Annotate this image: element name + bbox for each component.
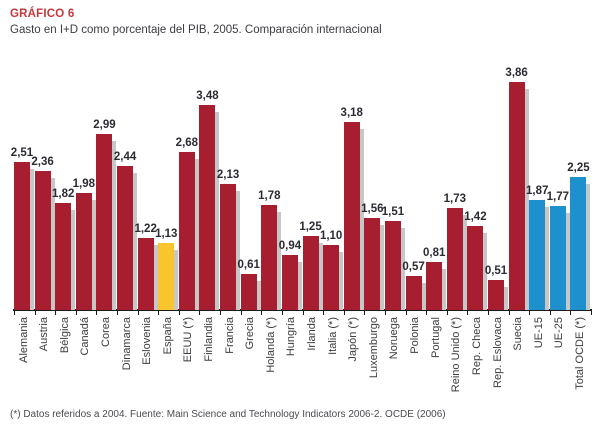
bar xyxy=(406,276,422,310)
axis-tick xyxy=(447,311,448,315)
bar xyxy=(529,200,545,310)
bar-group xyxy=(31,52,56,352)
axis-tick xyxy=(261,311,262,315)
bar-group xyxy=(299,52,324,351)
category-label: Francia xyxy=(223,317,236,354)
bar-value-label: 1,77 xyxy=(546,190,570,203)
bar-group xyxy=(484,52,509,388)
bar xyxy=(138,238,154,310)
bar xyxy=(344,122,360,310)
axis-tick xyxy=(570,311,571,315)
axis-tick xyxy=(426,311,427,315)
bar xyxy=(55,203,71,310)
axis-tick xyxy=(76,311,77,315)
axis-tick xyxy=(591,311,592,315)
axis-tick xyxy=(344,311,345,315)
category-label: Portugal xyxy=(429,317,442,358)
category-label: Luxemburgo xyxy=(367,317,380,379)
bar-group xyxy=(567,52,591,390)
category-label: Austria xyxy=(38,317,51,352)
bar xyxy=(96,134,112,310)
bar-value-label: 1,98 xyxy=(72,177,96,190)
axis-tick xyxy=(158,311,159,315)
axis-tick xyxy=(14,311,15,315)
bar-value-label: 0,94 xyxy=(278,239,302,252)
axis-tick xyxy=(241,311,242,315)
category-label: Grecia xyxy=(244,317,257,350)
bar-value-label: 0,51 xyxy=(484,264,508,277)
bar xyxy=(117,166,133,310)
category-label: EEUU (*) xyxy=(182,317,195,363)
bar-value-label: 1,10 xyxy=(319,229,343,242)
category-label: Eslovenia xyxy=(141,317,154,365)
axis-tick xyxy=(138,311,139,315)
category-label: España xyxy=(161,317,174,355)
bar-value-label: 1,82 xyxy=(52,187,75,200)
category-label: Bélgica xyxy=(58,317,71,354)
bar-group xyxy=(526,52,550,349)
bar-group xyxy=(319,52,344,355)
bar-value-label: 1,25 xyxy=(299,220,322,233)
category-label: Holanda (*) xyxy=(264,317,277,373)
category-label: Finlandia xyxy=(202,317,215,362)
bar-value-label: 2,25 xyxy=(567,161,590,174)
category-label: Rep. Eslovaca xyxy=(491,317,504,388)
bar xyxy=(426,262,442,310)
category-label: Irlanda xyxy=(306,317,319,351)
bar-group xyxy=(361,52,385,379)
bar xyxy=(570,177,586,310)
bar-group xyxy=(278,52,303,357)
bar-group xyxy=(72,52,97,356)
bar-group xyxy=(402,52,427,354)
axis-tick xyxy=(303,311,304,315)
category-label: UE-25 xyxy=(553,317,566,349)
bar-value-label: 1,56 xyxy=(361,202,384,215)
category-label: Hungría xyxy=(285,317,298,357)
bar-value-label: 0,61 xyxy=(237,258,260,271)
bar-value-label: 0,57 xyxy=(402,260,425,273)
axis-tick xyxy=(406,311,407,315)
bar xyxy=(35,171,51,310)
plot-area xyxy=(10,52,591,393)
bar-value-label: 1,73 xyxy=(443,192,466,205)
bar-group xyxy=(134,52,159,365)
category-label: Rep. Checa xyxy=(470,317,483,376)
bar-value-label: 1,42 xyxy=(464,210,487,223)
bar-value-label: 1,13 xyxy=(155,227,178,240)
axis-tick xyxy=(323,311,324,315)
bar xyxy=(323,245,339,310)
bar-value-label: 2,44 xyxy=(113,150,137,163)
x-axis-ticks xyxy=(14,311,591,315)
bar-group xyxy=(422,52,447,358)
category-label: Italia (*) xyxy=(326,317,339,355)
bar-group xyxy=(113,52,138,371)
bar-group xyxy=(258,52,282,373)
bar-value-label: 3,86 xyxy=(505,66,528,79)
axis-tick xyxy=(179,311,180,315)
axis-tick xyxy=(199,311,200,315)
axis-tick xyxy=(55,311,56,315)
bar-value-label: 2,68 xyxy=(175,136,199,149)
category-label: Polonia xyxy=(409,317,422,354)
category-label: Canadá xyxy=(79,317,92,356)
bar-value-label: 1,78 xyxy=(258,189,281,202)
axis-tick xyxy=(96,311,97,315)
bar-value-label: 3,18 xyxy=(340,106,363,119)
bar xyxy=(179,152,195,310)
bar xyxy=(261,205,277,310)
category-label: Reino Unido (*) xyxy=(450,317,463,393)
bar-group xyxy=(546,52,571,349)
category-label: Suecia xyxy=(512,317,525,351)
axis-tick xyxy=(385,311,386,315)
bar xyxy=(241,274,257,310)
chart-title: Gasto en I+D como porcentaje del PIB, 2005. Comparación internacional xyxy=(10,24,382,36)
bar xyxy=(385,221,401,310)
bar xyxy=(199,105,215,310)
axis-tick xyxy=(282,311,283,315)
bar-value-label: 2,51 xyxy=(10,146,34,159)
bar-group xyxy=(340,52,365,362)
bar xyxy=(488,280,504,310)
category-label: Total OCDE (*) xyxy=(573,317,586,390)
category-label: Noruega xyxy=(388,317,401,360)
bar-group xyxy=(196,52,220,362)
bar-value-label: 1,87 xyxy=(526,184,549,197)
bar-group xyxy=(155,52,179,355)
axis-tick xyxy=(117,311,118,315)
bar xyxy=(220,184,236,310)
bar-value-label: 1,51 xyxy=(381,205,405,218)
axis-tick xyxy=(364,311,365,315)
bar-value-label: 3,48 xyxy=(196,89,219,102)
axis-tick xyxy=(509,311,510,315)
axis-tick xyxy=(220,311,221,315)
bar xyxy=(76,193,92,310)
bar xyxy=(14,162,30,310)
category-label: UE-15 xyxy=(532,317,545,349)
category-label: Dinamarca xyxy=(120,317,133,371)
footnote: (*) Datos referidos a 2004. Fuente: Main Science and Technology Indicators 2006-2. OCDE (2006) xyxy=(10,409,446,420)
bar xyxy=(158,243,174,310)
bar-group xyxy=(216,52,241,354)
bar-group xyxy=(10,52,35,363)
category-label: Japón (*) xyxy=(347,317,360,362)
bar xyxy=(550,206,566,310)
bar-value-label: 2,36 xyxy=(31,155,54,168)
bar xyxy=(282,255,298,310)
bar xyxy=(467,226,483,310)
bar-value-label: 2,13 xyxy=(216,168,240,181)
axis-tick xyxy=(529,311,530,315)
bar xyxy=(364,218,380,310)
chart-kicker: GRÁFICO 6 xyxy=(10,8,75,20)
bar-group xyxy=(443,52,468,393)
bar xyxy=(509,82,525,310)
bar xyxy=(303,236,319,310)
bar-group xyxy=(93,52,117,347)
bar-value-label: 1,22 xyxy=(134,222,157,235)
axis-tick xyxy=(488,311,489,315)
bar-group xyxy=(505,52,530,351)
bar-value-label: 2,99 xyxy=(93,118,116,131)
axis-tick xyxy=(467,311,468,315)
bar-group xyxy=(237,52,262,350)
category-label: Corea xyxy=(99,317,112,347)
axis-tick xyxy=(35,311,36,315)
axis-tick xyxy=(550,311,551,315)
bar-value-label: 0,81 xyxy=(422,246,446,259)
bar xyxy=(447,208,463,310)
category-label: Alemania xyxy=(17,317,30,363)
